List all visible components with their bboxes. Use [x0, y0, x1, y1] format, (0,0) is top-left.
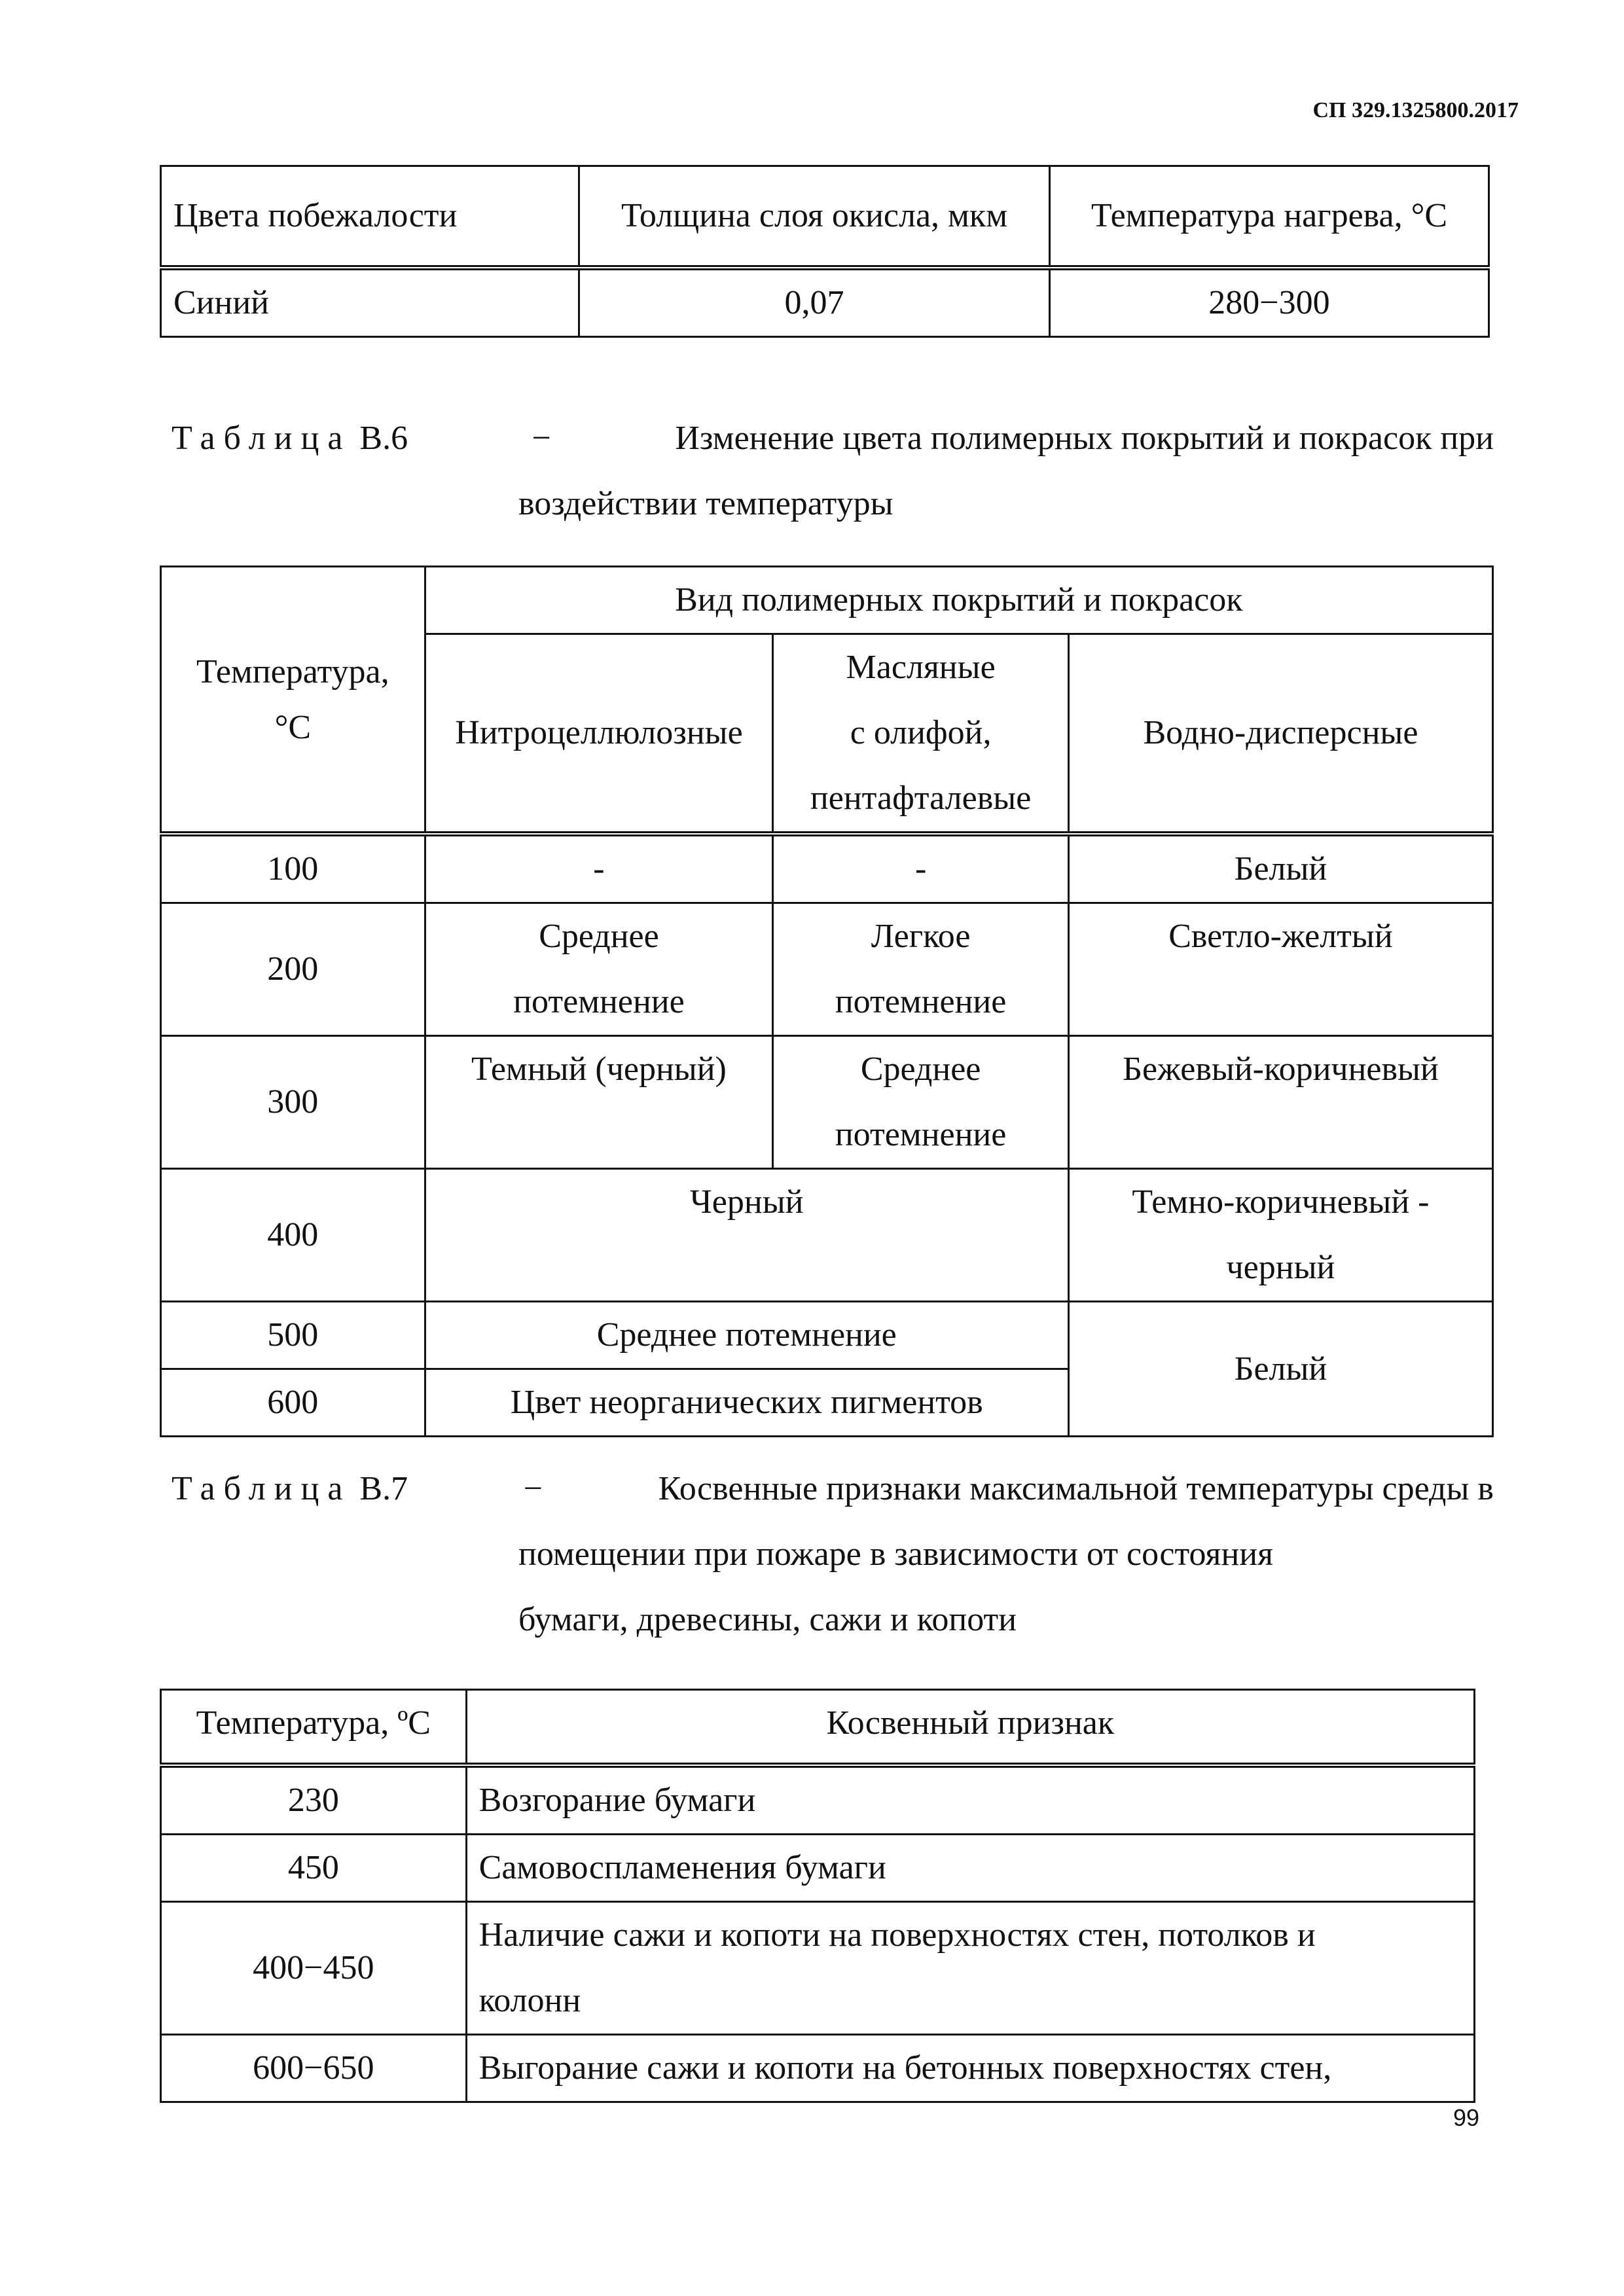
table-b7: [160, 1689, 1475, 2103]
cell-temperature: 280−300: [1049, 268, 1489, 337]
table-row: 600 Цвет неорганических пигментов: [161, 1369, 1493, 1437]
table-b7-caption: [171, 1456, 1494, 1653]
header-heating-temperature: Температура нагрева, °С: [1049, 166, 1489, 268]
table-row: 400 Черный Темно-коричневый - черный: [161, 1169, 1493, 1302]
table-row: 230 Возгорание бумаги: [161, 1765, 1475, 1835]
caption-title-line2: воздействии температуры: [518, 485, 893, 522]
table-b6-caption: [171, 406, 1494, 537]
header-nitrocellulose: Нитроцеллюлозные: [425, 634, 773, 834]
table-row: 200 Среднее потемнение Легкое потемнение Светло-желтый: [161, 903, 1493, 1036]
caption-title-line2: помещении при пожаре в зависимости от состояния: [518, 1535, 1274, 1573]
header-oxide-thickness: Толщина слоя окисла, мкм: [579, 166, 1050, 268]
table-row: 100 - - Белый: [161, 834, 1493, 903]
table-b6: [160, 565, 1494, 1437]
table-b5-continuation: [160, 165, 1490, 338]
header-coating-type-group: Вид полимерных покрытий и покрасок: [425, 567, 1492, 634]
table-row: 450 Самовоспламенения бумаги: [161, 1834, 1475, 1901]
caption-dash: −: [523, 1470, 543, 1507]
table-row: 400−450 Наличие сажи и копоти на поверхностях стен, потолков и колонн: [161, 1901, 1475, 2034]
header-temperature: Температура, °С: [161, 567, 425, 834]
caption-label: Таблица: [171, 420, 352, 457]
cell-thickness: 0,07: [579, 268, 1050, 337]
caption-dash: −: [532, 420, 551, 457]
caption-number: В.6: [359, 420, 408, 457]
header-indirect-sign: Косвенный признак: [466, 1690, 1474, 1765]
cell-color: Синий: [161, 268, 579, 337]
header-tarnish-colors: Цвета побежалости: [161, 166, 579, 268]
table-row: 600−650 Выгорание сажи и копоти на бетонных поверхностях стен,: [161, 2034, 1475, 2102]
caption-title-line3: бумаги, древесины, сажи и копоти: [518, 1601, 1017, 1638]
page-number: 99: [1453, 2104, 1479, 2131]
header-oil-based: Масляные с олифой, пентафталевые: [773, 634, 1069, 834]
document-code: СП 329.1325800.2017: [1312, 98, 1519, 122]
caption-title-line1: Изменение цвета полимерных покрытий и покрасок при: [675, 420, 1494, 457]
header-temperature: Температура, ºС: [161, 1690, 467, 1765]
caption-label: Таблица: [171, 1470, 352, 1507]
table-row: 500 Среднее потемнение Белый: [161, 1302, 1493, 1369]
caption-title-line1: Косвенные признаки максимальной температуры среды в: [658, 1470, 1494, 1507]
table-row: 300 Темный (черный) Среднее потемнение Бежевый-коричневый: [161, 1036, 1493, 1169]
header-water-dispersion: Водно-дисперсные: [1068, 634, 1492, 834]
caption-number: В.7: [359, 1470, 408, 1507]
